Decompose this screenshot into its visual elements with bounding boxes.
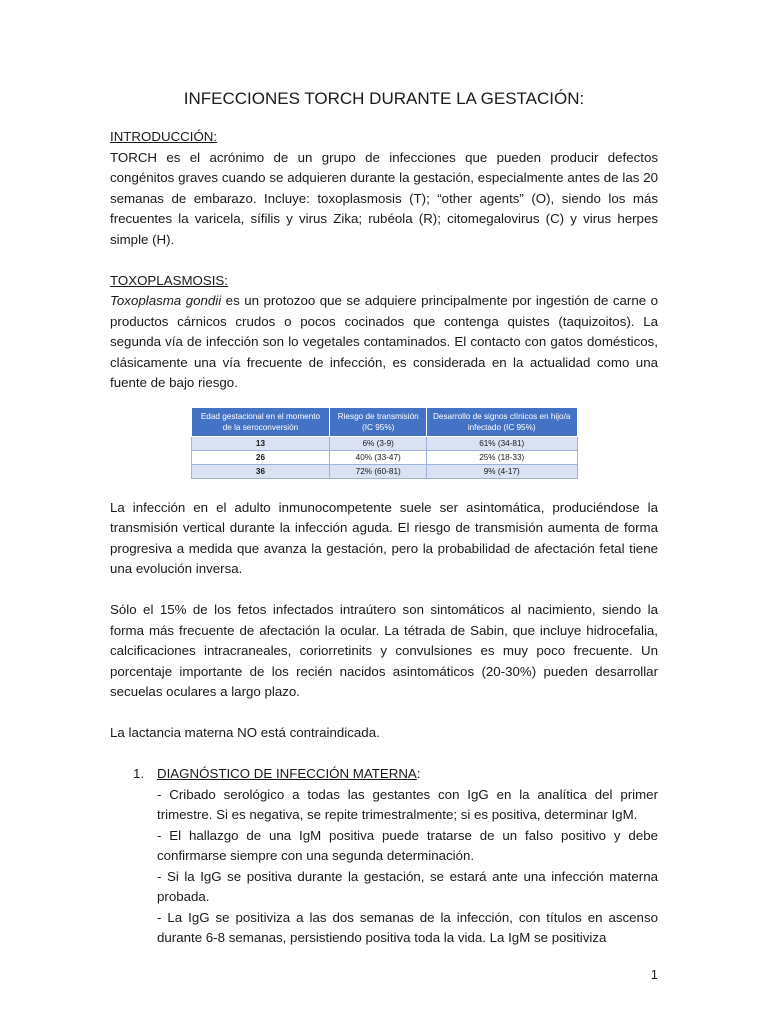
table-header-clinical-signs: Desarrollo de signos clínicos en hijo/a infectado (IC 95%): [426, 407, 577, 436]
list-item: [110, 764, 658, 949]
diagnosis-item: - La IgG se positiviza a las dos semanas de la infección, con títulos en ascenso durante 6-8 semanas, persistiendo positiva toda la vida. La IgM se positiviza: [157, 909, 658, 945]
transmission-table: [191, 407, 578, 479]
table-row: [191, 436, 577, 450]
diagnosis-item: - El hallazgo de una IgM positiva puede tratarse de un falso positivo y debe confirmarse siempre con una segunda determinación.: [157, 827, 658, 863]
document-body: [110, 127, 658, 949]
toxo-paragraph-fetal: Sólo el 15% de los fetos infectados intraútero son sintomáticos al nacimiento, siendo la forma más frecuente de afectación la ocular. La tétrada de Sabin, que incluye hidrocefalia, calcificaciones intracraneales, coriorretinits y convulsiones es muy poco frecuente. Un porcentaje importante de los recién nacidos asintomáticos (20-30%) pueden desarrollar secuelas oculares a largo plazo.: [110, 602, 658, 699]
table-cell-risk: 6% (3-9): [330, 436, 427, 450]
list-number: 1.: [133, 766, 145, 781]
diagnosis-heading-colon: :: [416, 766, 421, 781]
table-row: [191, 450, 577, 464]
table-row: [191, 464, 577, 478]
table-header-transmission-risk: Riesgo de transmisión (IC 95%): [330, 407, 427, 436]
page-number: 1: [650, 967, 658, 982]
diagnosis-item: - Cribado serológico a todas las gestantes con IgG en la analítica del primer trimestre. Si es negativa, se repite trimestralmente; si es positiva, determinar IgM.: [157, 786, 658, 822]
toxo-paragraph: [110, 291, 658, 394]
diagnosis-heading: DIAGNÓSTICO DE INFECCIÓN MATERNA: [157, 766, 417, 781]
table-cell-signs: 61% (34-81): [426, 436, 577, 450]
table-cell-age: 26: [191, 450, 330, 464]
document-title: INFECCIONES TORCH DURANTE LA GESTACIÓN:: [183, 89, 585, 108]
toxo-paragraph-adult: La infección en el adulto inmunocompetente suele ser asintomática, produciéndose la transmisión vertical durante la infección aguda. El riesgo de transmisión aumenta de forma progresiva a medida que avanza la gestación, pero la probabilidad de afectación fetal tiene una evolución inversa.: [110, 499, 658, 576]
diagnosis-heading-line: [157, 764, 658, 785]
table-header-row: [191, 407, 577, 436]
table-cell-age: 13: [191, 436, 330, 450]
diagnosis-item: - Si la IgG se positiva durante la gestación, se estará ante una infección materna probada.: [157, 868, 658, 904]
intro-paragraph: TORCH es el acrónimo de un grupo de infecciones que pueden producir defectos congénitos graves cuando se adquieren durante la gestación, especialmente antes de las 20 semanas de embarazo. Incluye: toxoplasmosis (T); “other agents” (O), siendo los más frecuentes la varicela, sífilis y virus Zika; rubéola (R); citomegalovirus (C) y virus herpes simple (H).: [110, 149, 658, 247]
table-cell-risk: 40% (33-47): [330, 450, 427, 464]
table-cell-signs: 9% (4-17): [426, 464, 577, 478]
toxo-paragraph-text: es un protozoo que se adquiere principalmente por ingestión de carne o productos cárnicos crudos o pocos cocinados que contenga quistes (taquizoitos). La segunda vía de infección son lo vegetales contaminados. El contacto con gatos domésticos, clásicamente una vía frecuente de infección, es considerada en la actualidad como una fuente de bajo riesgo.: [110, 293, 658, 390]
table-header-gestational-age: Edad gestacional en el momento de la seroconversión: [191, 407, 330, 436]
numbered-list: [110, 764, 658, 949]
organism-name: Toxoplasma gondii: [110, 293, 222, 308]
table-cell-age: 36: [191, 464, 330, 478]
table-cell-signs: 25% (18-33): [426, 450, 577, 464]
breastfeeding-note: La lactancia materna NO está contraindicada.: [110, 725, 380, 740]
table-cell-risk: 72% (60-81): [330, 464, 427, 478]
intro-heading: INTRODUCCIÓN:: [110, 129, 218, 144]
toxo-heading: TOXOPLASMOSIS:: [110, 272, 228, 288]
